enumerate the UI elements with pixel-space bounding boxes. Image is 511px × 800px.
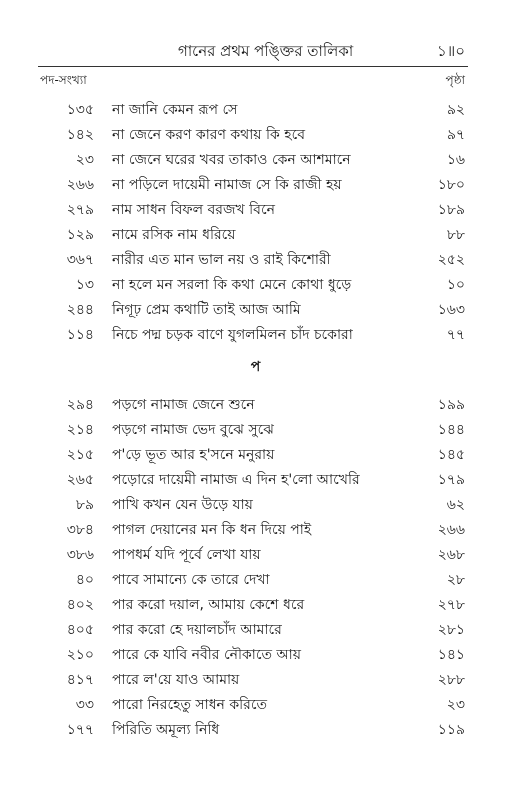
index-list-bottom xyxy=(0,390,511,740)
list-item xyxy=(0,640,511,665)
song-number: ২৭৯ xyxy=(66,202,94,218)
song-first-line: না হলে মন সরলা কি কথা মেনে কোথা ধুড়ে xyxy=(112,277,352,293)
song-page: ১৪৫ xyxy=(437,447,465,463)
header-divider xyxy=(38,66,468,67)
column-header-page: পৃষ্ঠা xyxy=(445,73,465,87)
song-first-line: পাপধর্ম যদি পূর্বে লেখা যায় xyxy=(112,547,261,563)
list-item xyxy=(0,320,511,345)
song-first-line: প'ড়ে ভূত আর হ'সনে মনুরায় xyxy=(112,447,275,463)
list-item xyxy=(0,715,511,740)
song-first-line: নারীর এত মান ভাল নয় ও রাই কিশোরী xyxy=(112,252,331,268)
song-page: ২৩ xyxy=(446,697,465,713)
song-page: ১৭৯ xyxy=(437,472,465,488)
list-item xyxy=(0,465,511,490)
list-item xyxy=(0,590,511,615)
song-number: ৩৮৬ xyxy=(66,547,94,563)
song-page: ২৮৮ xyxy=(437,672,465,688)
list-item xyxy=(0,415,511,440)
section-letter: প xyxy=(250,359,261,375)
song-page: ১৬৩ xyxy=(437,302,465,318)
song-page: ৯৭ xyxy=(446,127,465,143)
song-page: ৮৮ xyxy=(446,227,465,243)
song-page: ২৫২ xyxy=(437,252,465,268)
song-first-line: পাগল দেয়ানের মন কি ধন দিয়ে পাই xyxy=(112,522,312,538)
list-item xyxy=(0,120,511,145)
list-item xyxy=(0,195,511,220)
list-item xyxy=(0,515,511,540)
song-first-line: নাম সাধন বিফল বরজখ বিনে xyxy=(112,202,275,218)
list-item xyxy=(0,170,511,195)
song-page: ১৪৪ xyxy=(437,422,465,438)
song-number: ৪০২ xyxy=(66,597,94,613)
song-first-line: পারো নিরহেতু সাধন করিতে xyxy=(112,697,267,713)
list-item xyxy=(0,665,511,690)
song-number: ২৩ xyxy=(75,152,94,168)
song-number: ২১০ xyxy=(66,647,94,663)
list-item xyxy=(0,95,511,120)
song-first-line: পার করো হে দয়ালচাঁদ আমারে xyxy=(112,622,282,638)
song-first-line: পড়গে নামাজ ভেদ বুঝে সুঝে xyxy=(112,422,274,438)
song-first-line: পারে ল'য়ে যাও আমায় xyxy=(112,672,240,688)
song-page: ২৮১ xyxy=(437,622,465,638)
song-first-line: পিরিতি অমূল্য নিধি xyxy=(112,722,220,738)
column-headers xyxy=(0,72,511,92)
song-first-line: পাবে সামান্যে কে তারে দেখা xyxy=(112,572,270,588)
song-number: ২১৪ xyxy=(66,422,94,438)
song-first-line: পড়োরে দায়েমী নামাজ এ দিন হ'লো আখেরি xyxy=(112,472,360,488)
song-number: ৪০৫ xyxy=(66,622,94,638)
song-page: ১৬ xyxy=(446,152,465,168)
list-item xyxy=(0,440,511,465)
song-number: ২৪৪ xyxy=(66,302,94,318)
song-number: ১৩ xyxy=(75,277,94,293)
song-number: ২১৫ xyxy=(66,447,94,463)
song-number: ১৪২ xyxy=(66,127,94,143)
index-list-top xyxy=(0,95,511,345)
song-page: ২৬৮ xyxy=(437,547,465,563)
page-title: গানের প্রথম পঙ্ক্তির তালিকা xyxy=(178,42,354,60)
song-number: ২৯৪ xyxy=(66,397,94,413)
song-number: ৩৮৪ xyxy=(66,522,94,538)
list-item xyxy=(0,270,511,295)
song-page: ১০ xyxy=(446,277,465,293)
song-page: ২৭৮ xyxy=(437,597,465,613)
song-number: ১৭৭ xyxy=(66,722,94,738)
song-number: ১১৪ xyxy=(66,327,94,343)
column-header-number: পদ-সংখ্যা xyxy=(40,73,87,87)
song-page: ২৮ xyxy=(446,572,465,588)
list-item xyxy=(0,690,511,715)
song-number: ২৬৬ xyxy=(66,177,94,193)
song-first-line: না জেনে ঘরের খবর তাকাও কেন আশমানে xyxy=(112,152,351,168)
song-page: ১৯৯ xyxy=(437,397,465,413)
list-item xyxy=(0,615,511,640)
list-item xyxy=(0,490,511,515)
song-page: ১৮০ xyxy=(437,177,465,193)
list-item xyxy=(0,390,511,415)
song-first-line: নিগূঢ় প্রেম কথাটি তাই আজ আমি xyxy=(112,302,301,318)
page-header xyxy=(0,40,511,64)
song-number: ১২৯ xyxy=(66,227,94,243)
song-page: ১৪১ xyxy=(437,647,465,663)
song-number: ৮৯ xyxy=(75,497,94,513)
list-item xyxy=(0,565,511,590)
list-item xyxy=(0,295,511,320)
song-first-line: পার করো দয়াল, আমায় কেশে ধরে xyxy=(112,597,305,613)
list-item xyxy=(0,220,511,245)
song-page: ২৬৬ xyxy=(437,522,465,538)
song-first-line: না পড়িলে দায়েমী নামাজ সে কি রাজী হয় xyxy=(112,177,342,193)
song-first-line: পারে কে যাবি নবীর নৌকাতে আয় xyxy=(112,647,301,663)
song-number: ১৩৫ xyxy=(66,102,94,118)
song-first-line: নিচে পদ্ম চড়ক বাণে যুগলমিলন চাঁদ চকোরা xyxy=(112,327,353,343)
list-item xyxy=(0,540,511,565)
song-page: ৯২ xyxy=(446,102,465,118)
song-page: ৬২ xyxy=(446,497,465,513)
list-item xyxy=(0,145,511,170)
song-first-line: নামে রসিক নাম ধরিয়ে xyxy=(112,227,236,243)
song-first-line: পাখি কখন যেন উড়ে যায় xyxy=(112,497,253,513)
song-number: ৩৬৭ xyxy=(66,252,94,268)
song-first-line: না জেনে করণ কারণ কথায় কি হবে xyxy=(112,127,306,143)
song-first-line: না জানি কেমন রূপ সে xyxy=(112,102,238,118)
list-item xyxy=(0,245,511,270)
song-page: ৭৭ xyxy=(446,327,465,343)
song-number: ২৬৫ xyxy=(66,472,94,488)
song-number: ৪০ xyxy=(75,572,94,588)
song-number: ৩৩ xyxy=(75,697,94,713)
song-page: ১৮৯ xyxy=(437,202,465,218)
page-number: ১॥০ xyxy=(437,42,465,60)
song-page: ১১৯ xyxy=(437,722,465,738)
song-number: ৪১৭ xyxy=(66,672,94,688)
song-first-line: পড়গে নামাজ জেনে শুনে xyxy=(112,397,255,413)
